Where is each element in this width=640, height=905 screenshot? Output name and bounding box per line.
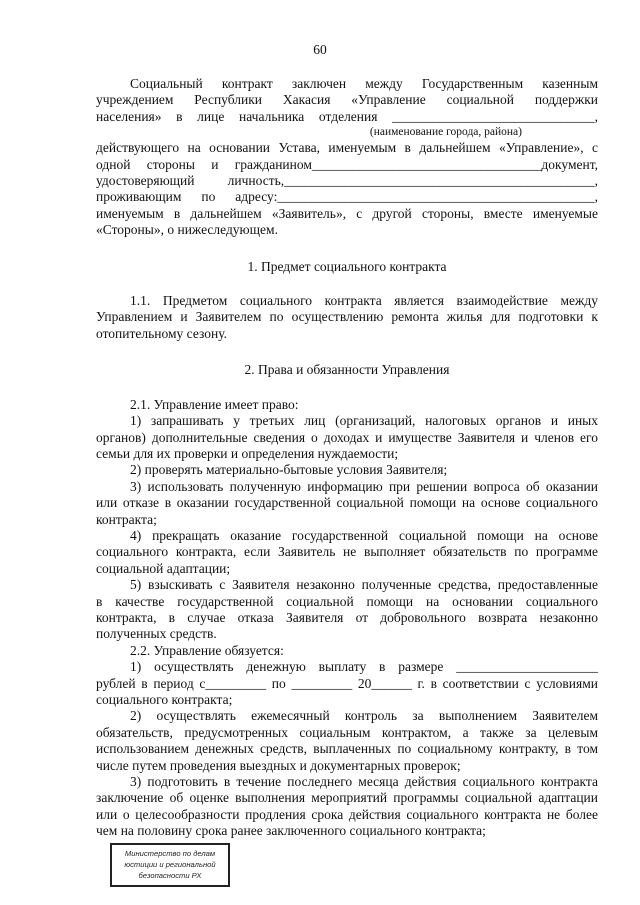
right-1-line-1: 1) запрашивать у третьих лиц (организаций, налоговых органов и иных [130,413,598,429]
right-3-line-2: или отказе в оказании государственной социальной помощи на основе социального [96,495,598,511]
s1-line-1: 1.1. Предметом социального контракта является взаимодействие между [130,293,598,309]
right-3-line-1: 3) использовать полученную информацию при решении вопроса об оказании [130,478,598,494]
right-5-line-3: контракта, в случае отказа Заявителя от добровольного возврата незаконно [96,609,598,625]
right-4-line-1: 4) прекращать оказание государственной социальной помощи на основе [130,527,598,543]
duty-2-line-3: использованием денежных средств, выплаченных по социальному контракту, в том [96,741,598,757]
right-5-line-4: полученных средств. [96,626,217,642]
intro-line-5: одной стороны и гражданином__________________________________документ, [96,156,598,172]
section-1-title: 1. Предмет социального контракта [247,258,447,274]
duty-2-line-4: числе путем проведения выездных и документарных проверок; [96,757,461,773]
right-1-line-3: семьи для их проверки и определения нуждаемости; [96,445,399,461]
intro-line-7: проживающим по адресу:_______________________________________________, [96,189,598,205]
duty-3-line-1: 3) подготовить в течение последнего месяца действия социального контракта [130,774,598,790]
intro-line-3: населения» в лице начальника отделения ______________________________, [96,108,598,124]
right-4-line-2: социального контракта, если Заявитель не выполняет обязательств по программе [96,544,598,560]
right-5-line-1: 5) взыскивать с Заявителя незаконно полученные средства, предоставленные [130,577,598,593]
intro-line-9: «Стороны», о нижеследующем. [96,222,278,238]
registration-stamp [110,843,230,887]
intro-line-8: именуемым в дальнейшем «Заявитель», с другой стороны, вместе именуемые [96,205,598,221]
right-2: 2) проверять материально-бытовые условия Заявителя; [130,462,448,478]
duty-2-line-1: 2) осуществлять ежемесячный контроль за выполнением Заявителем [130,708,598,724]
s1-line-2: Управлением и Заявителем по осуществлению ремонта жилья для подготовки к [96,309,598,325]
intro-line-4: действующего на основании Устава, именуемым в дальнейшем «Управление», с [96,140,598,156]
clause-2-2: 2.2. Управление обязуется: [130,642,284,658]
stamp-line-3: безопасности РХ [138,871,202,880]
duty-3-line-3: или о целесообразности продления срока действия социального контракта не более [96,806,598,822]
page-number: 60 [313,42,327,57]
right-3-line-3: контракта; [96,511,157,527]
s1-line-3: отопительному сезону. [96,325,227,341]
right-4-line-3: социальной адаптации; [96,560,231,576]
document-body [96,76,598,840]
duty-1-line-3: социального контракта; [96,692,233,707]
duty-3-line-4: чем на половину срока ранее заключенного социального контракта; [96,823,486,839]
duty-3-line-2: заключение об оценке выполнения мероприятий программы социальной адаптации [96,790,598,806]
stamp-line-1: Министерство по делам [124,849,216,858]
intro-line-2: учреждением Республики Хакасия «Управление социальной поддержки [96,92,598,108]
stamp-line-2: юстиции и региональной [124,860,216,869]
intro-line-1: Социальный контракт заключен между Государственным казенным [130,76,598,91]
duty-1-line-2: рублей в период с_________ по _________ 20______ г. в соответствии с условиями [96,675,598,691]
duty-2-line-2: обязательств, предусмотренных социальным контрактом, а также за целевым [96,724,598,740]
city-district-hint: (наименование города, района) [369,126,522,139]
clause-2-1: 2.1. Управление имеет право: [130,396,299,412]
duty-1-line-1: 1) осуществлять денежную выплату в размере _____________________ [130,659,598,675]
section-2-title: 2. Права и обязанности Управления [244,362,450,378]
right-1-line-2: органов) дополнительные сведения о доходах и имуществе Заявителя и членов его [96,429,598,445]
intro-line-6: удостоверяющий личность,______________________________________________, [96,173,598,189]
right-5-line-2: в качестве государственной социальной помощи на основании социального [96,593,598,609]
